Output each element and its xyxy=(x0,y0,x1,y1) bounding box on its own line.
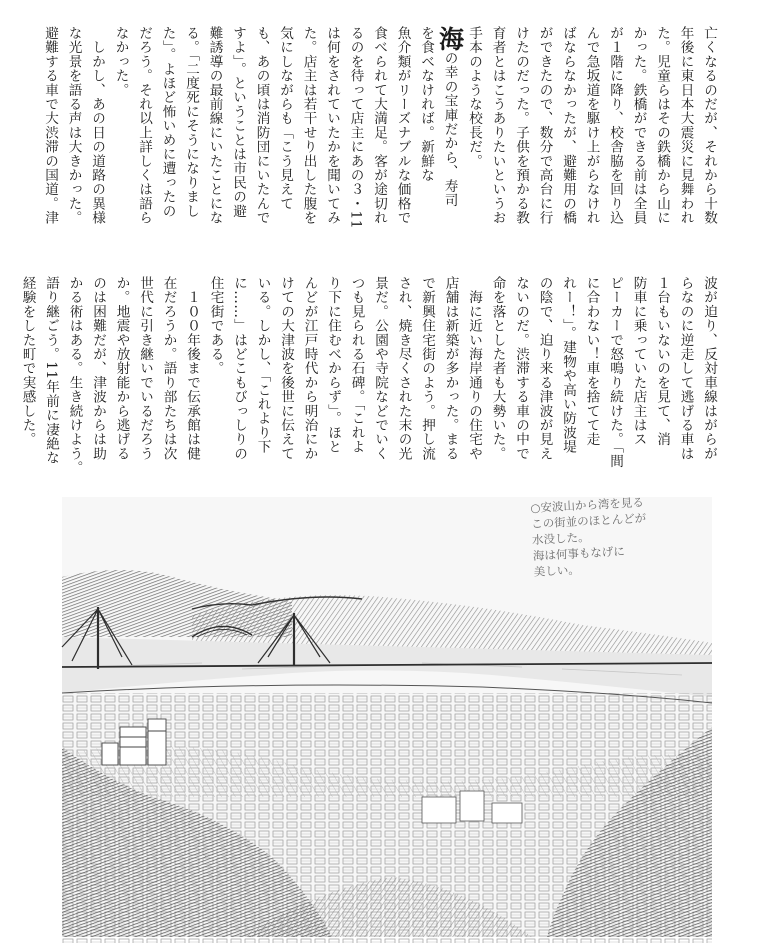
text-column: を食べなければ。新鮮な xyxy=(418,26,434,183)
caption-line: この街並のほとんどが xyxy=(530,510,647,531)
text-column: た。店主は若干せり出した腹を xyxy=(300,26,317,225)
text-column: ないのだ。渋滞する車の中で xyxy=(513,276,529,461)
caption-line: 海は何事もなげに xyxy=(532,544,626,563)
text-column: んで急坂道を駆け上がらなけれ xyxy=(583,26,600,225)
caption-line: 美しい。 xyxy=(533,562,581,579)
text-column: １００年後まで伝承館は健 xyxy=(184,276,200,461)
text-column: 世代に引き継いでいるだろう xyxy=(137,276,153,461)
article-text-lower xyxy=(19,276,720,475)
text-column: 店舗は新築が多かった。まる xyxy=(442,276,459,461)
text-column: ピーカーで怒鳴り続けた。「間 xyxy=(607,276,623,468)
text-column: いる。しかし、「これより下 xyxy=(254,276,271,454)
text-column: 防車に乗っていた店主はス xyxy=(630,276,647,447)
text-column: だろう。それ以上詳しくは語ら xyxy=(136,26,152,225)
text-column: るのを待って店主にあの３・11 xyxy=(347,26,364,230)
text-column: かった。鉄橋ができる前は全員 xyxy=(630,26,647,225)
text-column: に合わない！車を捨てて走 xyxy=(583,276,600,447)
text-column: り下に住むべからず」。ほと xyxy=(325,276,341,454)
text-column: かる術はある。生き続けよう。 xyxy=(66,276,83,475)
text-column: 在だろうか。語り部たちは次 xyxy=(160,276,177,461)
text-column: １台もいないのを見て、消 xyxy=(654,276,670,447)
text-column: 手本のような校長だ。 xyxy=(466,26,482,168)
text-column: 亡くなるのだが、それから十数 xyxy=(701,26,717,225)
text-column: 避難する車で大渋滞の国道。津 xyxy=(42,26,58,225)
dropcap: 海 xyxy=(435,26,465,51)
text-column: 語り継ごう。11年前に凄絶な xyxy=(43,276,59,465)
text-column: 経験をした町で実感した。 xyxy=(19,276,36,447)
text-column: ができたので、数分で高台に行 xyxy=(536,26,553,225)
caption-line: ○安波山から湾を見る xyxy=(530,495,645,515)
text-column: も、あの頃は消防団にいたんで xyxy=(253,26,270,225)
text-column: 景だ。公園や寺院などでいく xyxy=(372,276,388,461)
text-column: た」。よほど怖いめに遭ったの xyxy=(159,26,176,218)
text-column: で新興住宅街のよう。押し流 xyxy=(419,276,435,461)
caption-line: 水没した。 xyxy=(531,529,590,547)
text-column-dropcap xyxy=(435,26,465,226)
text-column: に……」はどこもびっしりの xyxy=(231,276,247,461)
text-column-rest: の幸の宝庫だから、寿司 xyxy=(441,51,458,208)
text-column: んどが江戸時代から明治にか xyxy=(301,276,318,461)
text-column: か。地震や放射能から逃げる xyxy=(113,276,130,461)
text-column: れー！」。建物や高い防波堤 xyxy=(560,276,576,454)
text-column: ばならなかったが、避難用の橋 xyxy=(560,26,576,225)
text-column: 魚介類がリーズナブルな価格で xyxy=(394,26,411,225)
text-column: すよ」。ということは市民の避 xyxy=(230,26,246,218)
text-column: けての大津波を後世に伝えて xyxy=(278,276,294,461)
text-column: 育者とはこうありたいというお xyxy=(489,26,506,225)
text-column: が１階に降り、校舎脇を回り込 xyxy=(607,26,623,225)
text-column: けたのだった。子供を預かる教 xyxy=(513,26,529,225)
text-column: る。「二度死にそうになりまし xyxy=(183,26,199,218)
text-column: つも見られる石碑。「これよ xyxy=(348,276,365,454)
text-column: 年後に東日本大震災に見舞われ xyxy=(677,26,694,225)
illustration-caption xyxy=(530,491,714,580)
text-column: は何をされていたかを聞いてみ xyxy=(324,26,340,225)
text-column: の陰で、迫り来る津波が見え xyxy=(536,276,553,461)
text-column: 食べられて大満足。客が途切れ xyxy=(371,26,387,225)
text-column: 難誘導の最前線にいたことにな xyxy=(206,26,223,225)
text-column: なかった。 xyxy=(112,26,129,97)
text-column: な光景を語る声は大きかった。 xyxy=(65,26,82,225)
text-column: 住宅街である。 xyxy=(207,276,224,376)
text-column: のは困難だが、津波からは助 xyxy=(90,276,106,461)
text-column: 気にしながらも「こう見えて xyxy=(277,26,293,211)
text-column: 海に近い海岸通りの住宅や xyxy=(466,276,482,461)
text-column: しかし、あの日の道路の異様 xyxy=(89,26,105,225)
text-column: た。児童らはその鉄橋から山に xyxy=(654,26,670,225)
text-column: され、焼き尽くされた末の光 xyxy=(395,276,412,461)
article-text-upper xyxy=(40,26,720,230)
text-column: 命を落とした者も大勢いた。 xyxy=(489,276,506,461)
text-column: らなのに逆走して逃げる車は xyxy=(677,276,694,461)
text-column: 波が迫り、反対車線はがらが xyxy=(701,276,717,461)
